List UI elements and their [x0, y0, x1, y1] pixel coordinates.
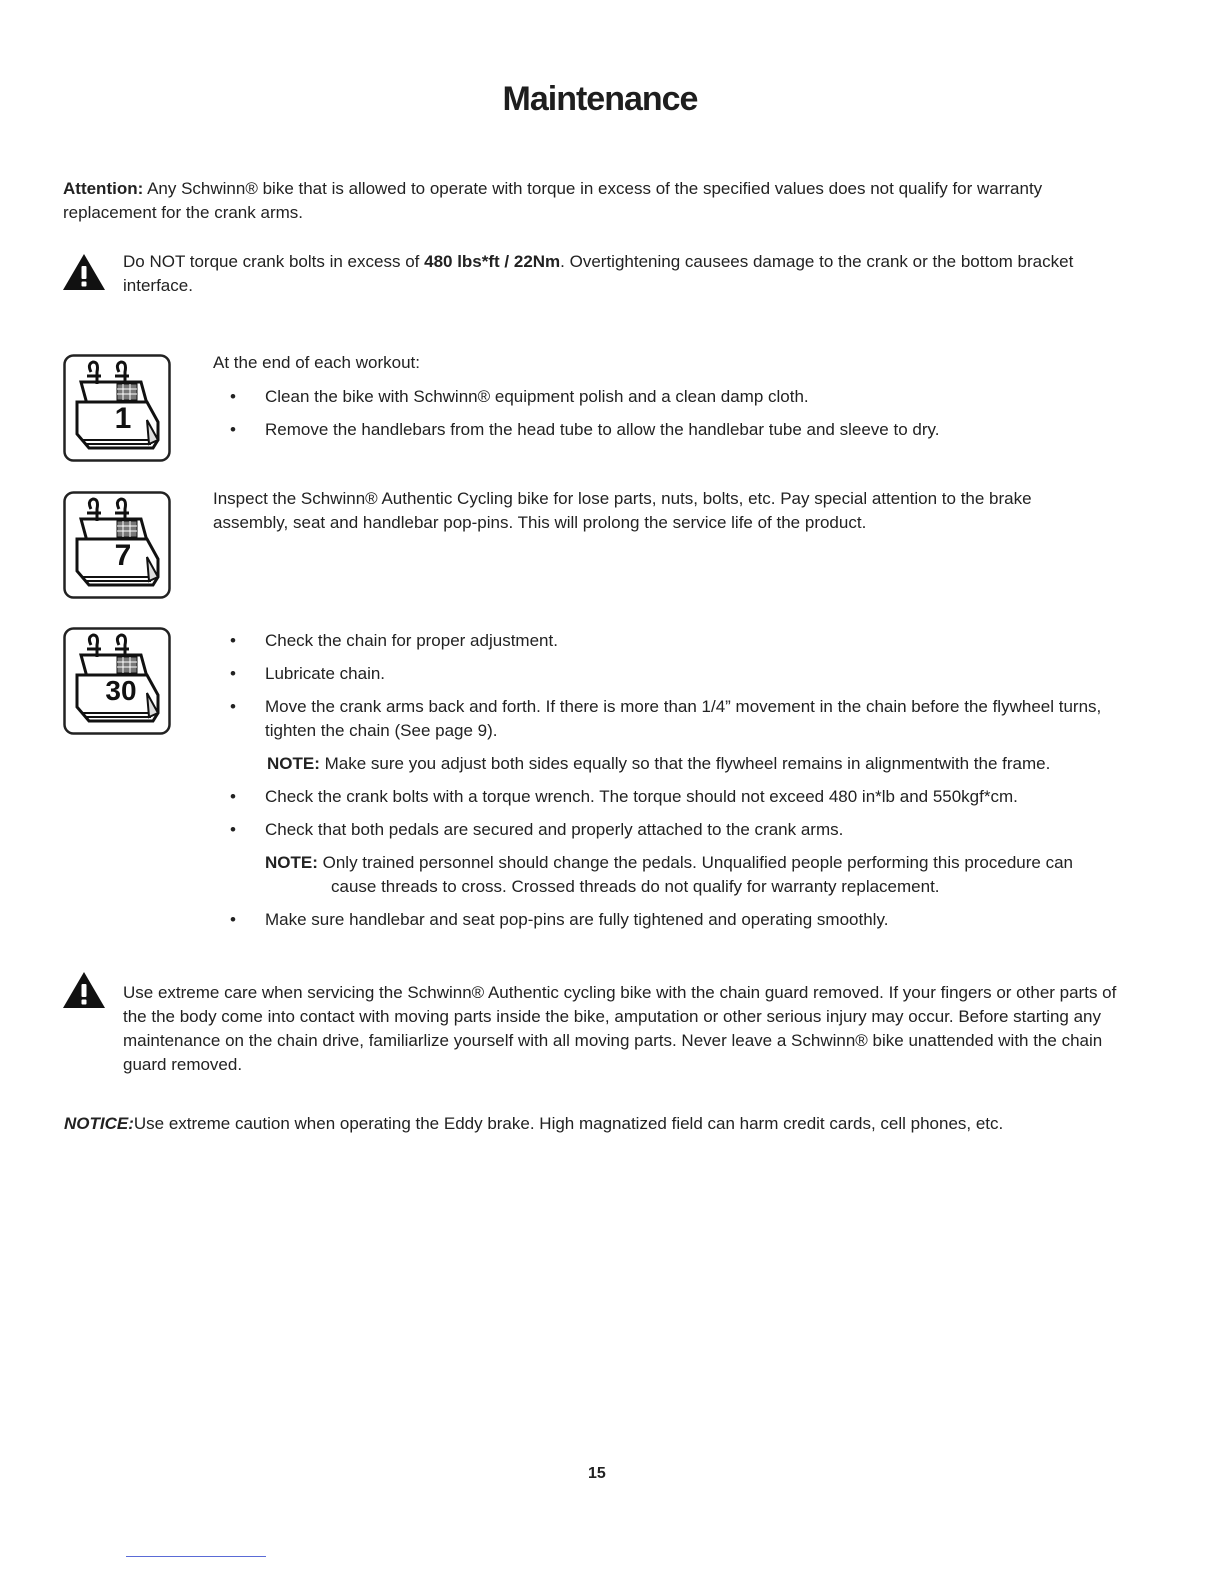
weekly-text: Inspect the Schwinn® Authentic Cycling bike for lose parts, nuts, bolts, etc. Pay special attention to the brake assembly, seat and handlebar pop-pins. This will prolong the service life of the product. [213, 489, 1032, 532]
calendar-day-number: 7 [114, 539, 132, 572]
note-text-continued: cause threads to cross. Crossed threads do not qualify for warranty replacement. [331, 877, 940, 896]
list-item: • Check that both pedals are secured and properly attached to the crank arms. [213, 818, 1143, 842]
list-item: • Make sure handlebar and seat pop-pins are fully tightened and operating smoothly. [213, 908, 1143, 932]
torque-value: 480 lbs*ft / 22Nm [424, 252, 561, 271]
daily-list [213, 385, 1113, 442]
eddy-brake-notice [64, 1112, 1164, 1136]
list-item: • Check the crank bolts with a torque wrench. The torque should not exceed 480 in*lb and 550kgf*cm. [213, 785, 1143, 809]
chain-guard-warning: Use extreme care when servicing the Schwinn® Authentic cycling bike with the chain guard removed. If your fingers or other parts of the the body come into contact with moving parts inside the bike, amputation or other serious injury may occur. Before starting any maintenance on the chain drive, familiarlize yourself with all moving parts. Never leave a Schwinn® bike unattended with the chain guard removed. [123, 983, 1117, 1074]
weekly-calendar-icon [63, 491, 171, 599]
list-item: • Clean the bike with Schwinn® equipment polish and a clean damp cloth. [213, 385, 1113, 409]
page-number: 15 [588, 1465, 606, 1482]
monthly-list [213, 629, 1143, 932]
warning-icon [62, 252, 106, 292]
attention-label: Attention: [63, 179, 144, 198]
calendar-day-number: 1 [114, 402, 132, 435]
list-item: • Check the chain for proper adjustment. [213, 629, 1143, 653]
footer-divider [126, 1556, 266, 1557]
note-label: NOTE: [265, 853, 318, 872]
note-1 [213, 752, 1143, 776]
notice-text: Use extreme caution when operating the Eddy brake. High magnatized field can harm credit cards, cell phones, etc. [133, 1114, 1004, 1133]
attention-text: Any Schwinn® bike that is allowed to operate with torque in excess of the specified values does not qualify for warranty replacement for the crank arms. [63, 179, 1043, 222]
notice-label: NOTICE: [64, 1114, 134, 1133]
torque-warning-text: Do NOT torque crank bolts in excess of [123, 252, 425, 271]
torque-warning [123, 250, 1113, 298]
note-text: Only trained personnel should change the pedals. Unqualified people performing this procedure can [322, 853, 1073, 872]
page-title: Maintenance [502, 80, 698, 118]
calendar-day-number: 30 [105, 675, 137, 706]
monthly-calendar-icon [63, 627, 171, 735]
daily-calendar-icon [63, 354, 171, 462]
list-item: • Lubricate chain. [213, 662, 1143, 686]
note-2 [213, 851, 1143, 899]
warning-icon [62, 970, 106, 1010]
list-item: • Move the crank arms back and forth. If there is more than 1/4” movement in the chain before the flywheel turns, tighten the chain (See page 9). [213, 695, 1143, 743]
note-text: Make sure you adjust both sides equally so that the flywheel remains in alignmentwith the frame. [324, 754, 1051, 773]
attention-paragraph [63, 177, 1103, 225]
daily-intro: At the end of each workout: [213, 353, 420, 372]
list-item: • Remove the handlebars from the head tube to allow the handlebar tube and sleeve to dry. [213, 418, 1113, 442]
torque-warning-text-end: . Overtightening causees damage to the crank or the bottom bracket interface. [123, 252, 1074, 295]
note-label: NOTE: [267, 754, 320, 773]
